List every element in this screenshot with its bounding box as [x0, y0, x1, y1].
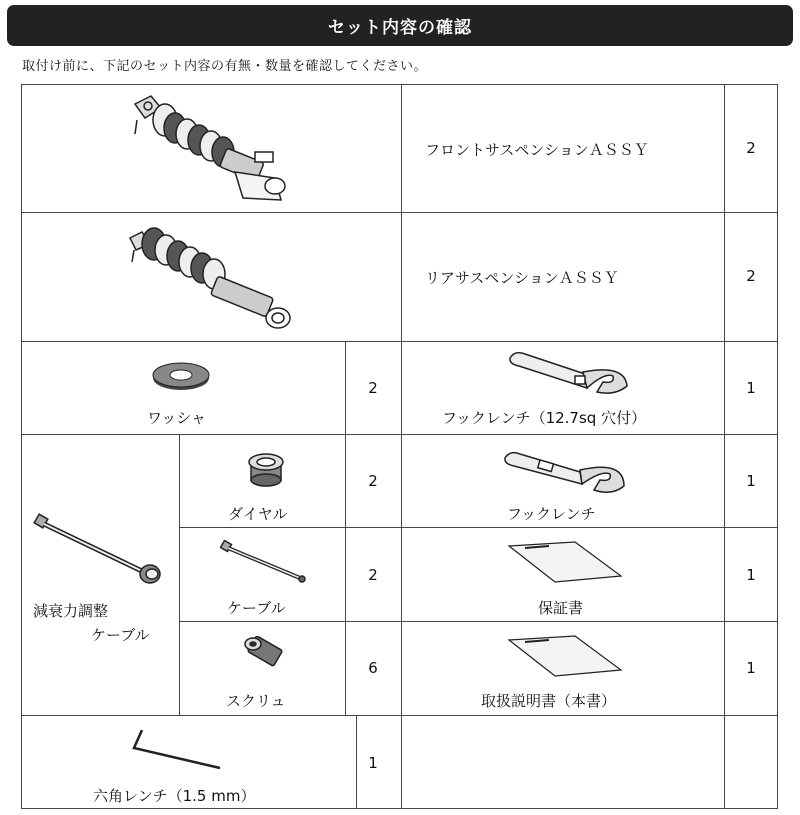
washer-label: ワッシャ [147, 409, 206, 427]
dial-icon [245, 448, 287, 490]
front-suspension-icon [115, 90, 295, 210]
cable-qty: 2 [368, 566, 378, 584]
cable-icon [220, 540, 310, 585]
cable-icon [32, 512, 167, 590]
screw-qty: 6 [368, 659, 378, 677]
rear-suspension-icon [120, 218, 300, 336]
hook-wrench-icon [500, 446, 630, 496]
warranty-qty: 1 [746, 566, 756, 584]
intro-text: 取付け前に、下記のセット内容の有無・数量を確認してください。 [22, 59, 428, 74]
hook-wrench-qty: 1 [746, 472, 756, 490]
screw-icon [242, 636, 288, 674]
manual-label: 取扱説明書（本書） [481, 692, 617, 710]
hook-wrench-label: フックレンチ [507, 505, 596, 523]
washer-icon [150, 360, 212, 392]
page-title: セット内容の確認 [7, 5, 793, 46]
hex-wrench-label: 六角レンチ（1.5 mm） [93, 787, 256, 805]
cable-label: ケーブル [227, 599, 286, 617]
hex-wrench-qty: 1 [368, 754, 378, 772]
hook-wrench-127-label: フックレンチ（12.7sq 穴付） [442, 409, 647, 427]
front-suspension-qty: 2 [746, 139, 756, 157]
document-icon [505, 634, 625, 679]
washer-qty: 2 [368, 379, 378, 397]
manual-qty: 1 [746, 659, 756, 677]
screw-label: スクリュ [226, 692, 286, 710]
hex-key-icon [130, 726, 230, 774]
dial-qty: 2 [368, 472, 378, 490]
warranty-label: 保証書 [538, 599, 584, 617]
front-suspension-label: フロントサスペンションＡＳＳＹ [425, 141, 649, 159]
rear-suspension-label: リアサスペンションＡＳＳＹ [425, 269, 619, 287]
rear-suspension-qty: 2 [746, 267, 756, 285]
damper-cable-label-line2: ケーブル [91, 626, 150, 644]
hook-wrench-127-qty: 1 [746, 379, 756, 397]
dial-label: ダイヤル [228, 505, 288, 523]
damper-cable-label-line1: 減衰力調整 [33, 602, 109, 620]
hook-wrench-icon [505, 348, 635, 398]
document-icon [505, 540, 625, 585]
